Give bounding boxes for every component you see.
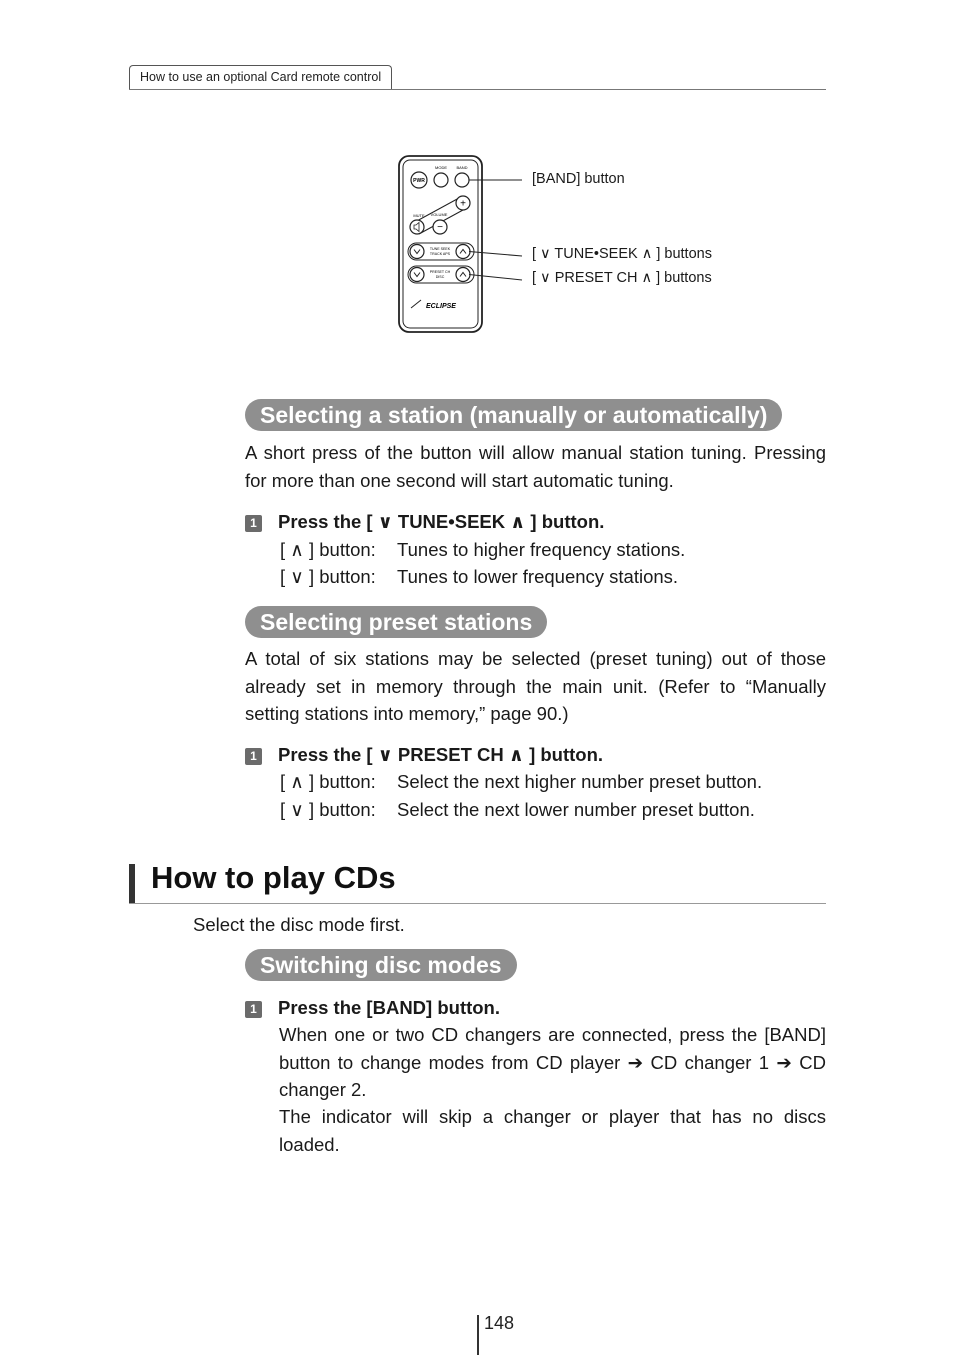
step-desc-up — [280, 771, 762, 793]
step-title: Press the [BAND] button. — [278, 997, 500, 1018]
step-paragraph-2: The indicator will skip a changer or player that has no discs loaded. — [279, 1106, 826, 1155]
remote-control-figure — [395, 150, 755, 340]
volume-label: VOLUME — [430, 212, 448, 217]
step-title: Press the [ ∨ TUNE•SEEK ∧ ] button. — [278, 511, 605, 532]
section-title-preset-stations: Selecting preset stations — [245, 606, 547, 638]
mute-button — [410, 220, 424, 234]
step-number-badge: 1 — [245, 515, 262, 532]
step-desc-down — [280, 799, 755, 821]
preset-ch-label: PRESET CH — [429, 270, 451, 274]
step-number-badge: 1 — [245, 748, 262, 765]
step-number-badge: 1 — [245, 1001, 262, 1018]
preset-callout: [ ∨ PRESET CH ∧ ] buttons — [532, 270, 712, 286]
section1-paragraph: A short press of the button will allow manual station tuning. Pressing for more than one second will start automatic tuning. — [245, 442, 826, 491]
pwr-label: PWR — [413, 178, 425, 184]
desc-label: [ ∧ ] button: — [280, 771, 376, 792]
tune-seek-down-button — [410, 245, 424, 259]
section2-paragraph: A total of six stations may be selected (preset tuning) out of those already set in memory through the main unit. (Refer to “Manually setting stations into memory,” page 90.) — [245, 648, 826, 724]
eclipse-logo: ECLIPSE — [426, 303, 456, 310]
band-label: BAND — [456, 165, 468, 170]
header-rule — [129, 89, 826, 90]
section-title-switching-disc-modes: Switching disc modes — [245, 949, 517, 981]
mode-label: MODE — [435, 165, 447, 170]
preset-up-button — [456, 268, 470, 282]
step-desc-up — [280, 539, 685, 561]
desc-label: [ ∨ ] button: — [280, 799, 376, 820]
desc-text: Tunes to lower frequency stations. — [397, 566, 679, 587]
mode-button — [434, 173, 448, 187]
svg-text:−: − — [437, 222, 443, 233]
heading-bar — [129, 864, 135, 904]
page-heading: How to play CDs — [151, 860, 396, 895]
disc-label: DISC — [435, 275, 445, 279]
tune-seek-up-button — [456, 245, 470, 259]
band-button — [455, 173, 469, 187]
section-title-station-select: Selecting a station (manually or automatically) — [245, 399, 782, 431]
heading-rule — [129, 903, 826, 904]
desc-text: Select the next lower number preset button. — [397, 799, 755, 820]
desc-text: Tunes to higher frequency stations. — [397, 539, 686, 560]
step-title: Press the [ ∨ PRESET CH ∧ ] button. — [278, 744, 604, 765]
page-number-bar — [477, 1315, 479, 1355]
tune-seek-label: TUNE SEEK — [429, 247, 451, 251]
svg-text:+: + — [460, 198, 466, 210]
header-tab: How to use an optional Card remote control — [129, 65, 392, 89]
desc-label: [ ∧ ] button: — [280, 539, 376, 560]
band-button-callout: [BAND] button — [532, 171, 625, 187]
page-number: 148 — [484, 1313, 515, 1333]
step-paragraph-1: When one or two CD changers are connected, press the [BAND] button to change modes from CD player ➔ CD changer 1 ➔ CD changer 2. — [279, 1024, 826, 1100]
desc-text: Select the next higher number preset button. — [397, 771, 763, 792]
tune-seek-callout: [ ∨ TUNE•SEEK ∧ ] buttons — [532, 246, 712, 262]
track-aps-label: TRACK APS — [429, 252, 451, 256]
desc-label: [ ∨ ] button: — [280, 566, 376, 587]
mute-label: MUTE — [413, 213, 425, 218]
cds-intro: Select the disc mode first. — [193, 914, 405, 935]
preset-down-button — [410, 268, 424, 282]
step-desc-down — [280, 566, 678, 588]
